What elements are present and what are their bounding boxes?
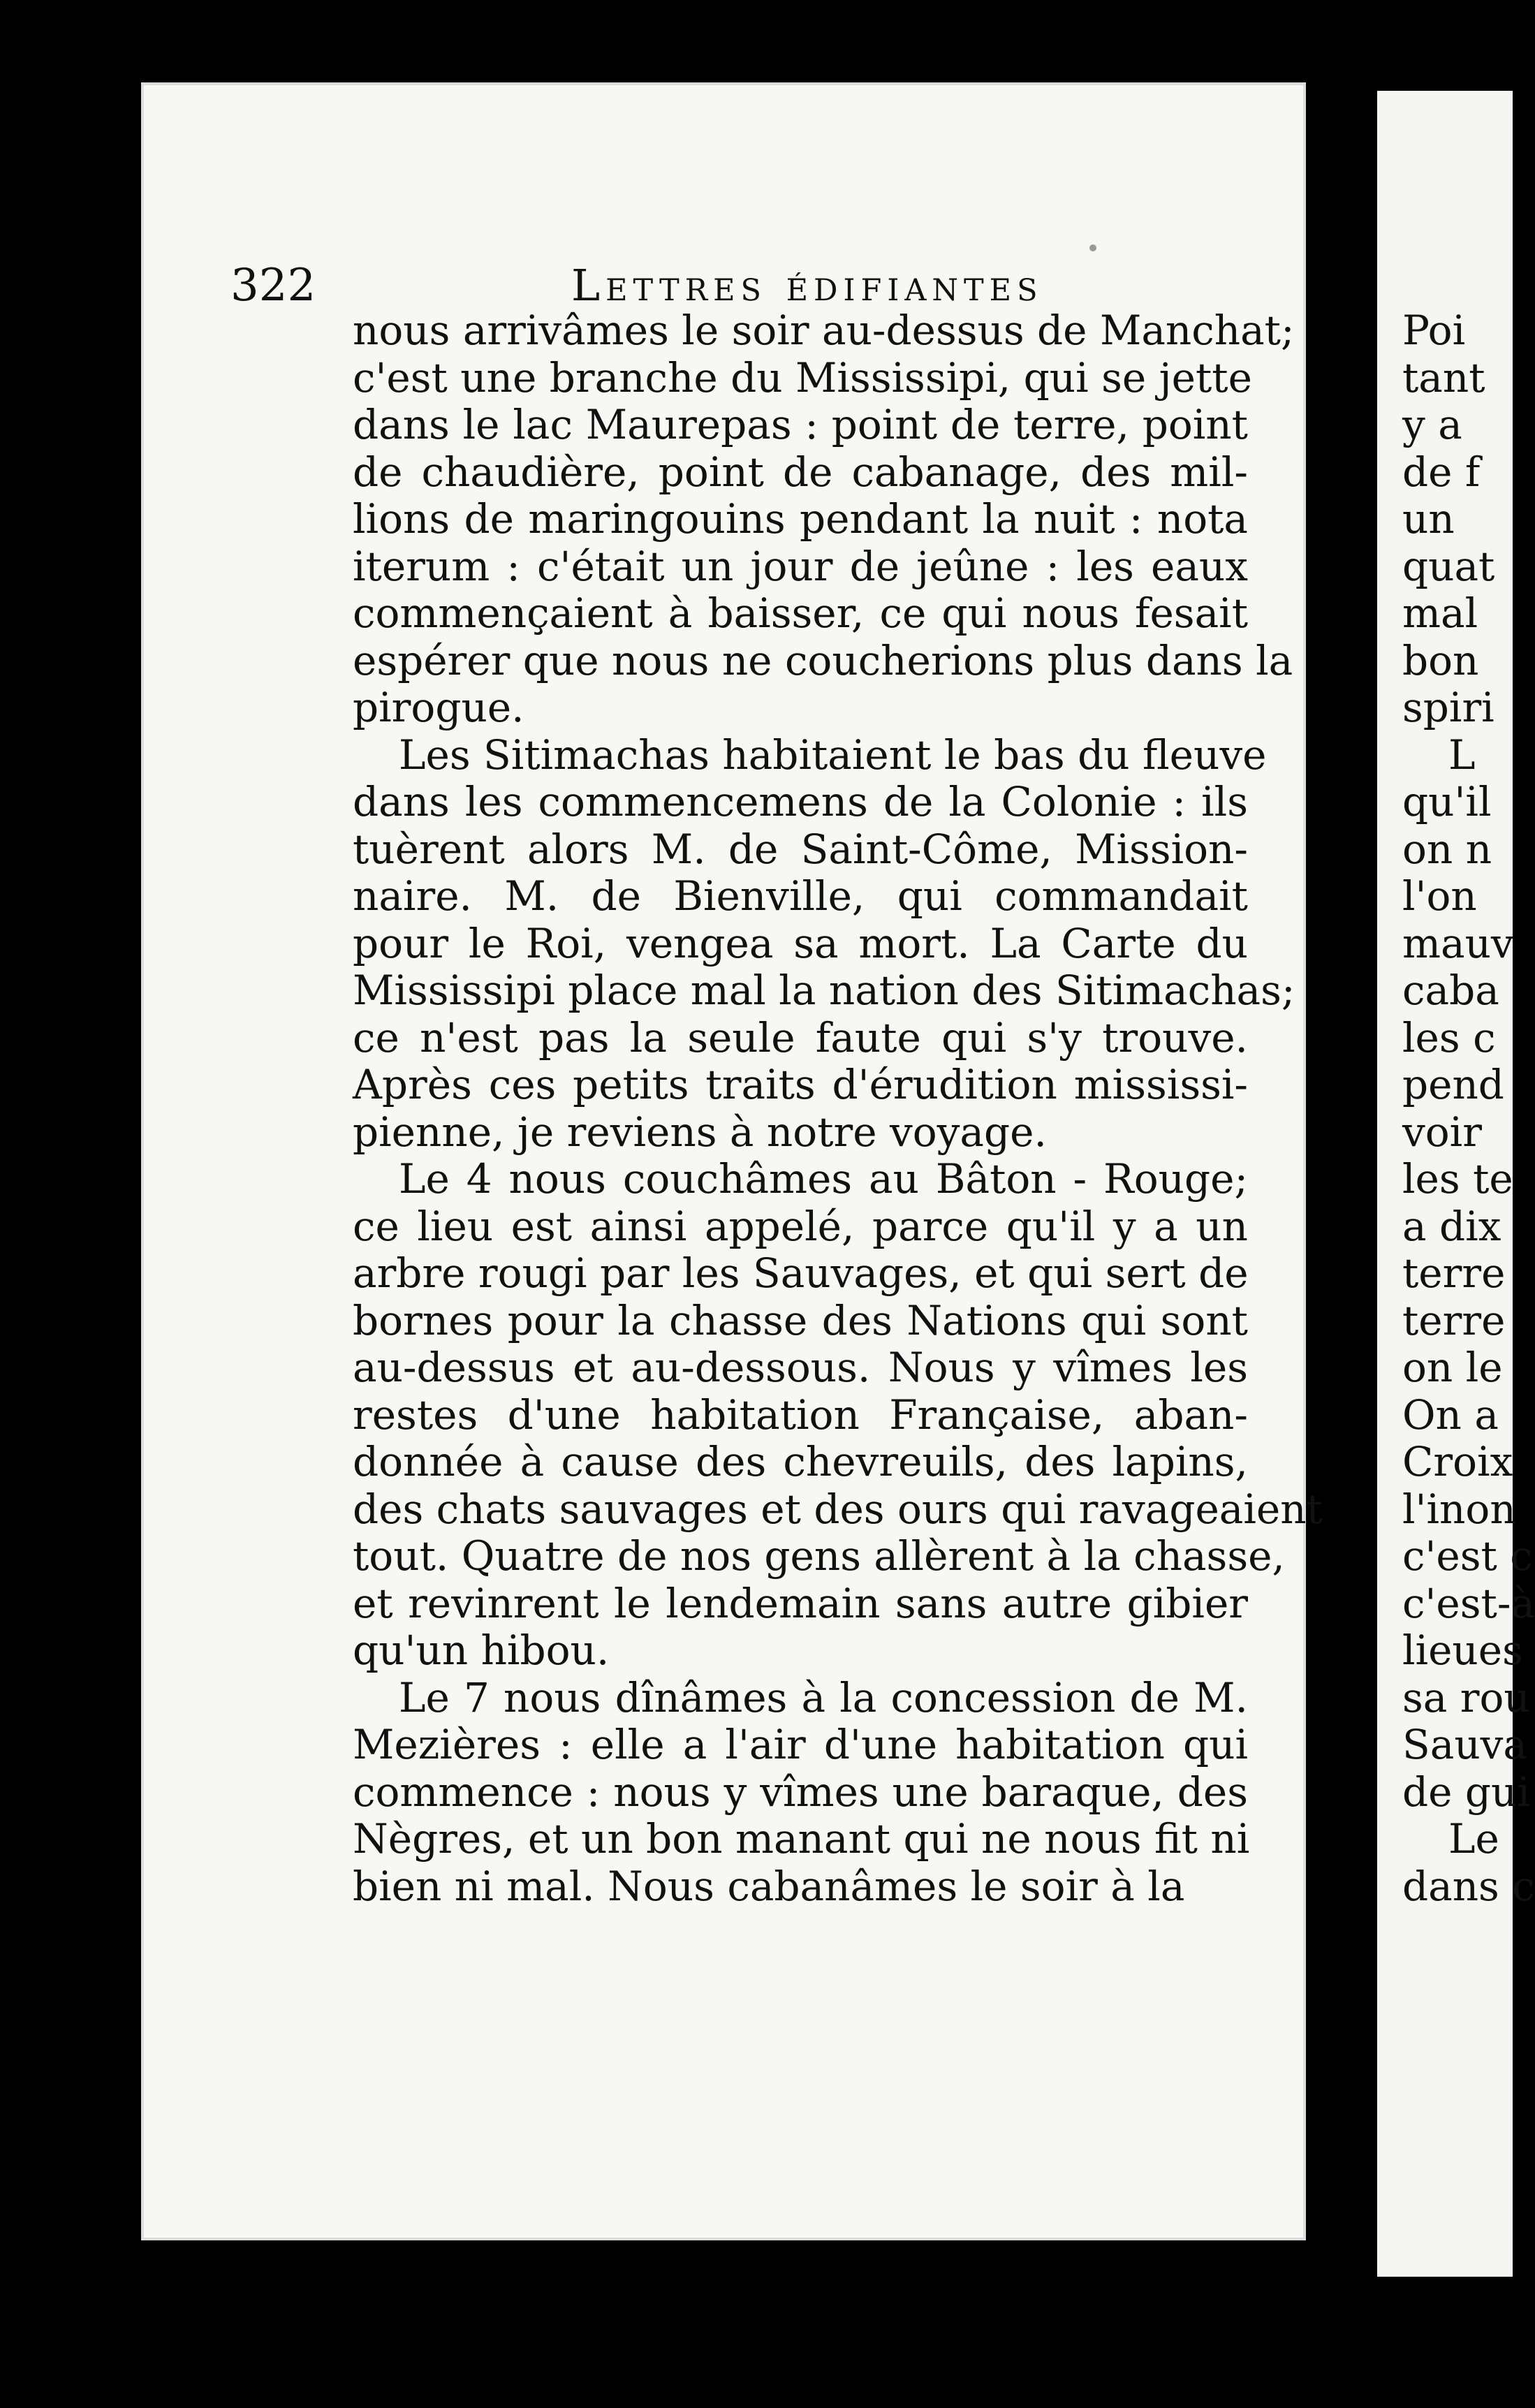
text-line: Le 4 nous couchâmes au Bâton - Rouge; <box>399 1155 1248 1203</box>
facing-text-line: mal <box>1402 589 1478 637</box>
text-line: au-dessus et au-dessous. Nous y vîmes les <box>353 1344 1248 1391</box>
facing-text-line: c'est-à <box>1402 1579 1535 1627</box>
text-line: commençaient à baisser, ce qui nous fesait <box>353 589 1248 637</box>
facing-text-line: les te <box>1402 1155 1513 1203</box>
facing-text-line: les c <box>1402 1013 1496 1062</box>
facing-text-line: Le <box>1448 1815 1499 1863</box>
text-line: restes d'une habitation Française, aban- <box>353 1390 1248 1439</box>
text-line: Mississipi place mal la nation des Sitimachas; <box>353 967 1295 1014</box>
ink-speck <box>1089 244 1096 251</box>
text-line: Les Sitimachas habitaient le bas du fleuve <box>399 731 1267 779</box>
text-line: c'est une branche du Mississipi, qui se jette <box>353 353 1252 402</box>
facing-page-text <box>1402 307 1535 1910</box>
main-text-block <box>353 307 1323 1910</box>
facing-text-line: pend <box>1402 1061 1504 1108</box>
text-line: dans le lac Maurepas : point de terre, point <box>353 401 1248 448</box>
text-line: et revinrent le lendemain sans autre gibier <box>353 1579 1248 1627</box>
text-line: bornes pour la chasse des Nations qui sont <box>353 1296 1248 1344</box>
page-number: 322 <box>230 260 316 311</box>
facing-text-line: Croix <box>1402 1438 1513 1485</box>
facing-text-line: on n <box>1402 825 1492 873</box>
text-line: Mezières : elle a l'air d'une habitation qui <box>353 1721 1248 1768</box>
facing-text-line: un <box>1402 495 1455 543</box>
text-line: tuèrent alors M. de Saint-Côme, Mission- <box>353 825 1248 873</box>
facing-text-line: de gui <box>1402 1768 1530 1816</box>
text-line: des chats sauvages et des ours qui ravageaient <box>353 1485 1323 1533</box>
text-line: ce lieu est ainsi appelé, parce qu'il y a un <box>353 1202 1248 1250</box>
text-line: commence : nous y vîmes une baraque, des <box>353 1768 1248 1816</box>
facing-text-line: c'est c <box>1402 1532 1533 1580</box>
text-line: nous arrivâmes le soir au-dessus de Manchat; <box>353 307 1295 354</box>
text-line: lions de maringouins pendant la nuit : nota <box>353 495 1248 543</box>
facing-text-line: on le <box>1402 1344 1503 1391</box>
text-line: dans les commencemens de la Colonie : ils <box>353 778 1248 825</box>
text-line: arbre rougi par les Sauvages, et qui sert de <box>353 1249 1249 1297</box>
facing-text-line: dans c <box>1402 1862 1535 1910</box>
text-line: Après ces petits traits d'érudition mississi- <box>353 1061 1248 1108</box>
text-line: bien ni mal. Nous cabanâmes le soir à la <box>353 1862 1185 1910</box>
facing-text-line: spiri <box>1402 684 1494 731</box>
facing-text-line: L <box>1448 731 1476 779</box>
facing-text-line: Poi <box>1402 307 1466 354</box>
facing-text-line: y a <box>1402 401 1462 448</box>
text-line: qu'un hibou. <box>353 1627 610 1674</box>
facing-text-line: tant <box>1402 353 1485 402</box>
text-line: tout. Quatre de nos gens allèrent à la chasse, <box>353 1532 1285 1580</box>
text-line: pour le Roi, vengea sa mort. La Carte du <box>353 919 1248 967</box>
facing-text-line: l'inon <box>1402 1485 1516 1533</box>
text-line: donnée à cause des chevreuils, des lapins, <box>353 1438 1248 1485</box>
text-line: de chaudière, point de cabanage, des mil- <box>353 448 1248 496</box>
facing-text-line: a dix <box>1402 1202 1501 1250</box>
facing-text-line: mauv <box>1402 919 1514 967</box>
facing-text-line: quat <box>1402 542 1495 590</box>
facing-text-line: terre <box>1402 1296 1506 1344</box>
running-title: Lettres édifiantes <box>571 260 1043 311</box>
facing-text-line: terre <box>1402 1249 1506 1297</box>
facing-text-line: caba <box>1402 967 1499 1014</box>
facing-text-line: Sauva <box>1402 1721 1528 1768</box>
text-line: Nègres, et un bon manant qui ne nous fit ni <box>353 1815 1250 1863</box>
text-line: pirogue. <box>353 684 524 731</box>
facing-text-line: de f <box>1402 448 1481 496</box>
facing-text-line: lieues <box>1402 1627 1523 1674</box>
facing-text-line: qu'il <box>1402 778 1492 825</box>
text-line: naire. M. de Bienville, qui commandait <box>353 872 1248 920</box>
facing-text-line: l'on <box>1402 872 1477 920</box>
facing-text-line: On a <box>1402 1390 1499 1439</box>
text-line: pienne, je reviens à notre voyage. <box>353 1108 1047 1156</box>
facing-text-line: voir <box>1402 1108 1482 1156</box>
text-line: espérer que nous ne coucherions plus dans la <box>353 636 1293 684</box>
text-line: Le 7 nous dînâmes à la concession de M. <box>399 1673 1248 1721</box>
facing-text-line: bon <box>1402 636 1479 684</box>
text-line: iterum : c'était un jour de jeûne : les eaux <box>353 542 1248 590</box>
facing-text-line: sa rou <box>1402 1673 1530 1721</box>
text-line: ce n'est pas la seule faute qui s'y trouve. <box>353 1013 1248 1062</box>
